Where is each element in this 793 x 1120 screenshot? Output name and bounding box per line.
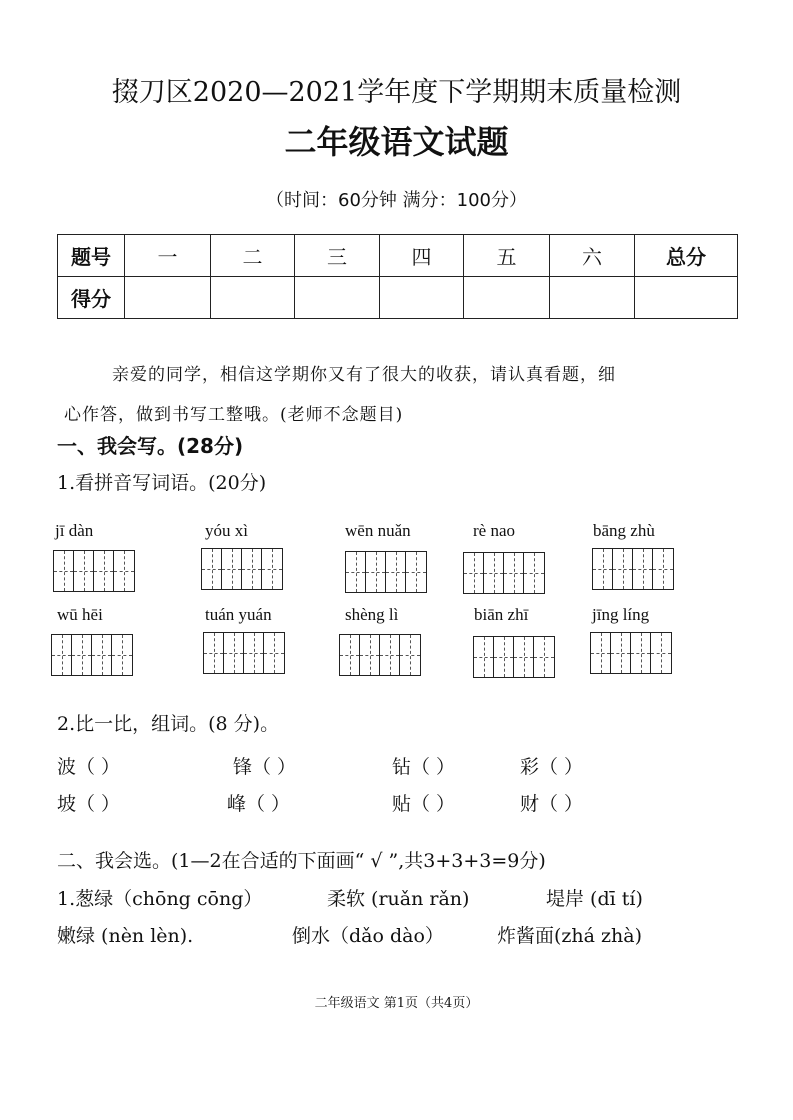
choice-item[interactable]: 1.葱绿（chōng cōng） xyxy=(57,888,263,910)
score-table-cell: 四 xyxy=(380,235,464,277)
choice-item[interactable]: 炸酱面(zhá zhà) xyxy=(497,925,643,947)
writing-grid[interactable] xyxy=(339,634,421,676)
compare-item[interactable]: 彩（ ） xyxy=(520,756,584,778)
choice-item[interactable]: 柔软 (ruǎn rǎn) xyxy=(327,888,470,910)
score-entry-cell[interactable] xyxy=(464,277,550,319)
pinyin-label: jī dàn xyxy=(55,521,94,540)
pinyin-label: wēn nuǎn xyxy=(345,521,411,540)
score-table-cell: 五 xyxy=(464,235,550,277)
writing-grid[interactable] xyxy=(53,550,135,592)
score-table-cell: 一 xyxy=(125,235,211,277)
writing-grid[interactable] xyxy=(203,632,285,674)
intro-line-1: 亲爱的同学，相信这学期你又有了很大的收获，请认真看题，细 xyxy=(112,365,616,385)
question-2-prompt: 2.比一比，组词。(8 分)。 xyxy=(57,713,280,735)
writing-grid[interactable] xyxy=(590,632,672,674)
score-table-cell: 得分 xyxy=(58,277,125,319)
pinyin-label: yóu xì xyxy=(205,521,248,540)
score-table-cell: 总分 xyxy=(635,235,738,277)
compare-item[interactable]: 钻（ ） xyxy=(392,756,456,778)
section1-heading: 一、我会写。(28分) xyxy=(57,434,244,458)
compare-item[interactable]: 坡（ ） xyxy=(57,793,121,815)
compare-item[interactable]: 锋（ ） xyxy=(233,756,297,778)
intro-line-2: 心作答，做到书写工整哦。(老师不念题目) xyxy=(64,405,404,425)
pinyin-label: tuán yuán xyxy=(205,605,272,624)
writing-grid[interactable] xyxy=(592,548,674,590)
pinyin-label: rè nao xyxy=(473,521,516,540)
page-footer: 二年级语文 第1页（共4页） xyxy=(314,996,479,1011)
exam-subject-title: 二年级语文试题 xyxy=(284,123,509,161)
score-table-score-row xyxy=(58,277,738,319)
choice-item[interactable]: 嫩绿 (nèn lèn). xyxy=(57,925,194,947)
pinyin-label: biān zhī xyxy=(474,605,529,624)
choice-item[interactable]: 堤岸 (dī tí) xyxy=(546,888,643,910)
writing-grid[interactable] xyxy=(345,551,427,593)
score-table-cell: 二 xyxy=(211,235,295,277)
writing-grid[interactable] xyxy=(201,548,283,590)
score-entry-cell[interactable] xyxy=(550,277,635,319)
writing-grid[interactable] xyxy=(51,634,133,676)
score-entry-cell[interactable] xyxy=(295,277,380,319)
score-table-cell: 六 xyxy=(550,235,635,277)
compare-item[interactable]: 贴（ ） xyxy=(392,793,456,815)
writing-grid[interactable] xyxy=(473,636,555,678)
pinyin-label: wū hēi xyxy=(57,605,103,624)
compare-item[interactable]: 峰（ ） xyxy=(227,793,291,815)
section2-heading: 二、我会选。(1—2在合适的下面画“ √ ”,共3+3+3=9分) xyxy=(57,850,546,872)
score-table-header-row xyxy=(58,235,738,277)
compare-item[interactable]: 财（ ） xyxy=(520,793,584,815)
score-entry-cell[interactable] xyxy=(380,277,464,319)
score-table-cell: 三 xyxy=(295,235,380,277)
score-table xyxy=(57,234,738,319)
pinyin-label: bāng zhù xyxy=(593,521,655,540)
exam-time-score: （时间：60分钟 满分：100分） xyxy=(266,190,527,211)
score-table-cell: 题号 xyxy=(58,235,125,277)
score-entry-cell[interactable] xyxy=(635,277,738,319)
choice-item[interactable]: 倒水（dǎo dào） xyxy=(292,925,444,947)
compare-item[interactable]: 波（ ） xyxy=(57,756,121,778)
score-entry-cell[interactable] xyxy=(211,277,295,319)
pinyin-label: shèng lì xyxy=(345,605,399,624)
pinyin-label: jīng líng xyxy=(592,605,650,624)
question-1-prompt: 1.看拼音写词语。(20分) xyxy=(57,472,267,494)
writing-grid[interactable] xyxy=(463,552,545,594)
exam-district-title: 掇刀区2020—2021学年度下学期期末质量检测 xyxy=(111,77,682,108)
score-entry-cell[interactable] xyxy=(125,277,211,319)
